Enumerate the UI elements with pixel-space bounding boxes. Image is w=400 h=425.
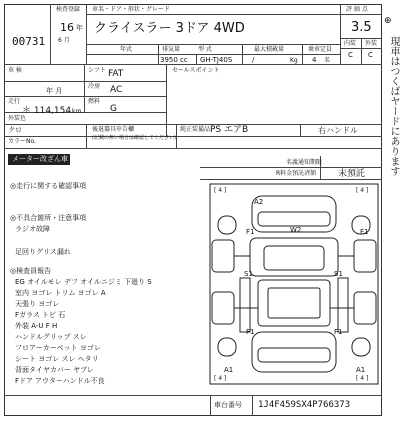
damage-mark: F1 [360, 228, 369, 236]
interior-grade: C [348, 51, 353, 59]
report-line: ハンドルグリップ スレ [15, 333, 87, 341]
displacement-value: 3950 cc [160, 56, 188, 64]
shift-label: シフト [88, 67, 107, 74]
exterior-label: 外装 [365, 40, 378, 47]
car-outline [210, 184, 378, 384]
damage-mark: F1 [246, 228, 255, 236]
inspection-period-label: 車 検 [8, 67, 22, 74]
score-value: 3.5 [351, 20, 372, 35]
report-line: Fドア アウターハンドル不良 [15, 377, 105, 385]
sales-point-label: セールスポイント [172, 67, 220, 74]
model-year-suffix: 年 [76, 24, 83, 32]
shift-value: FAT [108, 69, 124, 79]
yard-icon: ⊕ [384, 16, 392, 26]
max-load-value: / [252, 56, 255, 64]
model-name-label: 年式 [120, 46, 133, 53]
color-no-label: カラーNo. [8, 138, 36, 145]
name-row-label: 車名・ドア・形状・グレード [92, 6, 170, 13]
inspection-label: 検査登録 [56, 6, 81, 13]
steering: 右ハンドル [318, 126, 358, 135]
report-line: EG オイルモレ デフ オイルニジミ 下廻り S [15, 278, 152, 286]
interior-label: 内装 [344, 40, 357, 47]
options-label: 純正装備品 [180, 126, 211, 133]
report-line: 背面タイヤカバー ヤブレ [15, 366, 94, 374]
damage-mark: F1 [334, 328, 343, 336]
report-line: フロアーカーペット ヨゴレ [15, 344, 101, 352]
driving-notes-title: ◎走行に関する確認事項 [10, 182, 87, 190]
prior-owner-label: 名義通知期限 [286, 159, 323, 166]
damage-mark: W2 [290, 226, 302, 234]
report-line: シート ヨゴレ スレ ヘタリ [15, 355, 99, 363]
model-code: GH-TJ40S [200, 56, 233, 64]
fuel-label: 燃料 [88, 98, 101, 105]
damage-mark: F1 [246, 328, 255, 336]
report-line: 天張り ヨゴレ [15, 300, 60, 308]
model-year-number: 16 [60, 21, 74, 34]
options-value: PS エアB [210, 125, 249, 135]
trouble-line: 足回りグリス漏れ [15, 248, 71, 256]
lot-number: 00731 [12, 35, 46, 48]
exterior-color-label: 外装色 [8, 115, 27, 122]
damage-mark: A2 [254, 198, 264, 206]
recycle-note: (記載の無い場合は確認してください) [92, 135, 176, 141]
vin-value: 1J4F459SX4P766373 [258, 400, 351, 410]
tick-label: [ 4 ] [214, 375, 227, 382]
damage-mark: S1 [334, 270, 343, 278]
mileage-unit: km [72, 108, 82, 115]
damage-mark: A1 [356, 366, 366, 374]
fuel-value: G [110, 104, 117, 114]
vin-label: 車台番号 [214, 401, 242, 409]
type-label: 型 式 [198, 46, 212, 53]
trouble-line: ラジオ故障 [15, 225, 50, 233]
meter-tab: メーター改ざん車 [8, 154, 70, 165]
car-name: クライスラー 3ドア 4WD [94, 21, 245, 36]
yard-note: 現車はつくばヤードにあります [388, 36, 399, 176]
capacity-value: 4 [312, 56, 317, 64]
exterior-color: クロ [8, 126, 22, 134]
report-line: 室内 ヨゴレ トリム ヨゴレ A [15, 289, 106, 297]
trouble-title: ◎不具合箇所・注意事項 [10, 214, 87, 222]
damage-mark: A1 [224, 366, 234, 374]
tick-label: [ 4 ] [356, 187, 369, 194]
car-diagram [206, 182, 382, 390]
report-title: ◎検査員報告 [10, 267, 52, 275]
tick-label: [ 4 ] [214, 187, 227, 194]
inspection-period: 年 月 [46, 87, 63, 95]
capacity-unit: 名 [324, 57, 331, 64]
max-load-label: 最大積載量 [254, 46, 285, 53]
displacement-label: 排気量 [162, 46, 181, 53]
r-fee-label: R料金預託済額 [276, 170, 317, 177]
damage-mark: S1 [244, 270, 253, 278]
score-label: 評 価 点 [346, 6, 368, 13]
exterior-grade: C [368, 51, 373, 59]
capacity-label: 乗車定員 [308, 46, 333, 53]
tick-label: [ 4 ] [356, 375, 369, 382]
r-fee-value: 未預託 [338, 169, 366, 179]
tick-labels [214, 187, 368, 382]
month-label: 6 月 [58, 37, 70, 44]
mileage-value: ＊ 114,154 [22, 106, 72, 116]
mileage-label: 走行 [8, 98, 21, 105]
report-line: Fガラス トビ 石 [15, 311, 66, 319]
max-load-unit: Kg [290, 57, 298, 64]
recycle-label: 後退器具申告欄 [92, 126, 135, 133]
ac-label: 冷房 [88, 83, 101, 90]
report-line: 外装 A-U F H [15, 322, 58, 330]
ac-value: AC [110, 85, 123, 95]
